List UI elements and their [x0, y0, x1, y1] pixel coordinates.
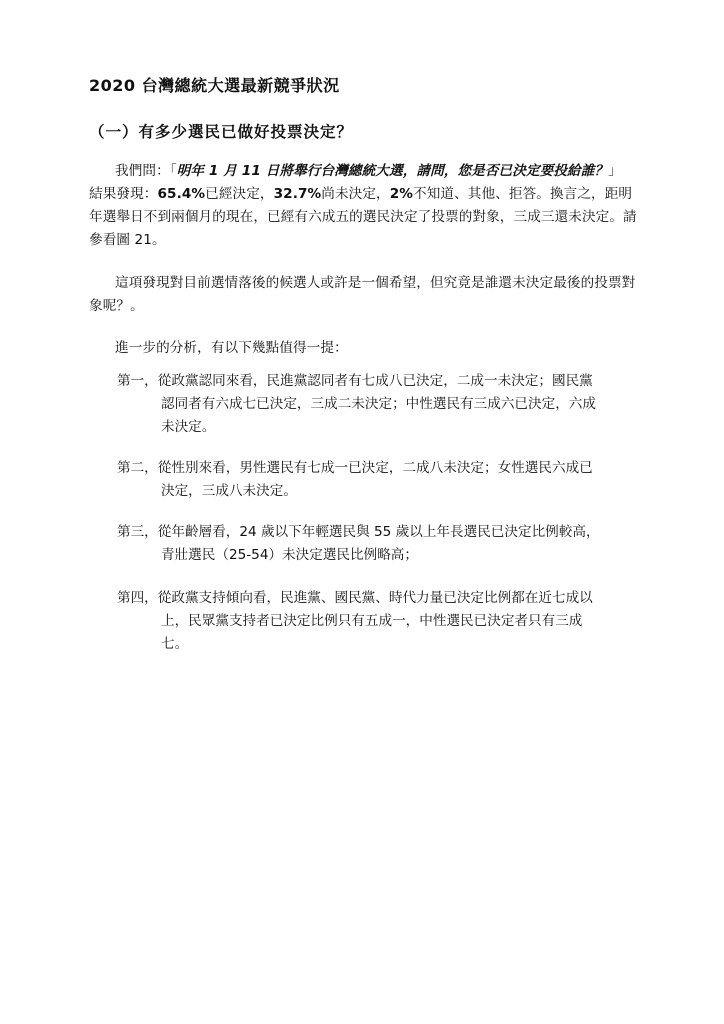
list-item-line: 七。 [161, 636, 189, 652]
paragraph-survey-result [89, 160, 639, 252]
list-item [117, 587, 639, 656]
pct-undecided: 32.7% [273, 186, 322, 202]
paragraph-intro [89, 337, 639, 360]
page-title: 2020 台灣總統大選最新競爭狀況 [89, 76, 340, 95]
list-item-line: 第三，從年齡層看，24 歲以下年輕選民與 55 歲以上年長選民已決定比例較高， [117, 524, 600, 540]
paragraph-hope [89, 272, 639, 318]
list-item-line: 第二，從性別來看，男性選民有七成一已決定，二成八未決定；女性選民六成已 [117, 460, 593, 476]
result-label: 結果發現： [89, 186, 158, 202]
list-item-line: 認同者有六成七已決定，三成二未決定；中性選民有三成六已決定，六成 [161, 396, 596, 412]
pct-other: 2% [389, 186, 414, 202]
section-title: （一）有多少選民已做好投票決定？ [89, 123, 354, 141]
question-lead: 我們問：「 [115, 163, 177, 179]
list-item-line: 未決定。 [161, 419, 216, 435]
paragraph-hope-text: 這項發現對目前選情落後的候選人或許是一個希望，但究竟是誰還未決定最後的投票對象呢？。 [89, 275, 636, 314]
list-item [117, 370, 639, 439]
survey-question: 明年 1 月 11 日將舉行台灣總統大選，請問，您是否已決定要投給誰？ [176, 163, 609, 179]
undecided-text: 尚未決定， [321, 186, 390, 202]
paragraph-intro-text: 進一步的分析，有以下幾點值得一提： [115, 340, 348, 356]
list-item-line: 決定，三成八未決定。 [161, 483, 297, 499]
question-close: 」 [608, 163, 622, 179]
pct-decided: 65.4% [157, 186, 206, 202]
list-item-line: 上，民眾黨支持者已決定比例只有五成一，中性選民已決定者只有三成 [161, 613, 583, 629]
list-item-line: 第一，從政黨認同來看，民進黨認同者有七成八已決定，二成一未決定；國民黨 [117, 373, 593, 389]
list-item [117, 521, 639, 567]
decided-text: 已經決定， [205, 186, 274, 202]
list-item [117, 457, 639, 503]
list-item-line: 青壯選民（25-54）未決定選民比例略高； [161, 547, 418, 563]
other-text: 不知道、其他、拒答。換言之，距明年選舉日不到兩個月的現在，已經有六成五的選民決定了投票的對象，三成三還未決定。請參看圖 21。 [89, 186, 637, 248]
list-item-line: 第四，從政黨支持傾向看，民進黨、國民黨、時代力量已決定比例都在近七成以 [117, 590, 593, 606]
